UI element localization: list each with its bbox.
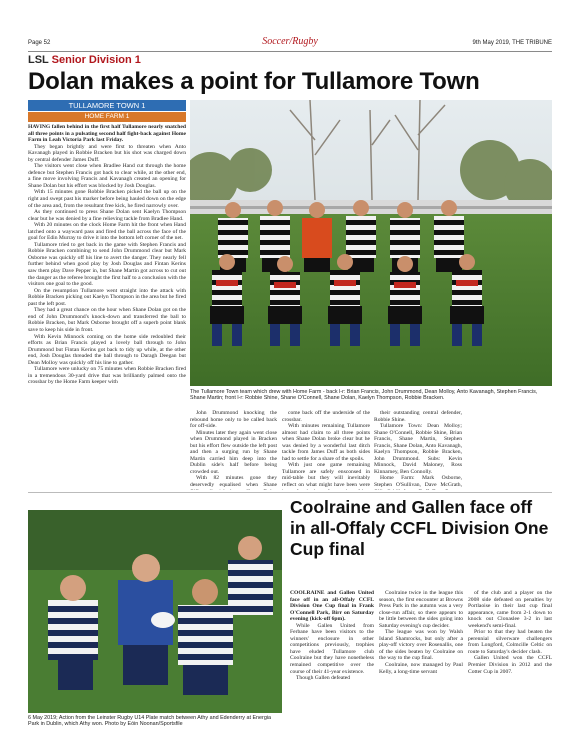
paragraph: With 15 minutes gone Robbie Bracken picked the ball up on the right and swept past his marker before being hauled down on the edge of the area and, from the resultant free kick, he fired narrowly over. (28, 189, 186, 209)
paragraph: Coolraine twice in the league this season, the first encounter at Browns Press Park in the autumn was a very close-run affair, so there appears to be little between the sides going into Saturday evening's cup decider. (379, 590, 463, 629)
paragraph: They had a great chance on the hour when Shane Dolan got on the end of John Drummond's knock-down and transferred the ball to Robbie Bracken, but Mark Osborne brought off a superb point blank save to keep his side in front. (28, 307, 186, 333)
main-headline: Dolan makes a point for Tullamore Town (28, 68, 480, 95)
article2-column-3 (468, 590, 552, 730)
paragraph: As they continued to press Shane Dolan sent Kaelyn Thompson clear but he was denied by a fine relieving tackle from Bradlee Hand. (28, 209, 186, 222)
article2-headline: Coolraine and Gallen face off in all-Offaly CCFL Division One Cup final (290, 497, 549, 559)
paragraph: With just one game remaining Tullamore are safely ensconsed in mid-table but they will inevitably reflect on what might have been were (282, 462, 370, 489)
paragraph: Home Farm: Mark Osborne, Stephen O'Sullivan, Dave McGrath, (374, 475, 462, 489)
team-photo (190, 100, 552, 386)
paragraph: Prior to that they had beaten the perennial silverware challengers from Longford, Colmcille Celtic on route to Saturday's decider clash. (468, 629, 552, 655)
paragraph: John Drummond knocking the rebound home only to be called back for off-side. (190, 410, 277, 430)
paragraph: On the resumption Tullamore went straight into the attack with Robbie Bracken picking out Kaelyn Thompson in the area but he fired past the left post. (28, 287, 186, 307)
paragraph: HAVING fallen behind in the first half Tullamore nearly snatched all three points in a pulsating second half fight-back against Home Farm in Leah Victoria Park last Friday. (28, 124, 186, 144)
paragraph: Minutes later they again went close when Drummond played in Bracken but his effort flew outside the left post and then a surging run by Shane Martin carried him deep into the Dublin side's half before being crowded out. (190, 429, 277, 475)
paragraph: Coolraine, now managed by Paul Kelly, a long-time servant (379, 662, 463, 675)
paragraph: COOLRAINE and Gallen United face off in an all-Offaly CCFL Division One Cup final in Frank O'Connell Park, Birr on Saturday evening (kick-off 6pm). (290, 590, 374, 623)
paragraph: With 20 minutes on the clock Home Farm hit the front when Hand latched onto a wayward pass and fired the ball across the face of the goal for Edin Murray to drive it into the bottom left corner of the net. (28, 222, 186, 242)
paragraph: They began brightly and were first to threaten when Anto Kavanagh played in Robbie Bracken but his shot was charged down by central defender James Duff. (28, 143, 186, 163)
paragraph: Gallen United won the CCFL Premier Division in 2012 and the Cotter Cup in 2007. (468, 655, 552, 675)
paragraph: With Kevin Minnock coming on the home side redoubled their efforts as Brian Francis played a lovely ball through to John Drummond but Fintan Kerins got back to tidy up while, at the other end, Josh Douglas threaded the ball through to Daragh Deegan but Dean Molloy was quickly off his line to gather. (28, 333, 186, 366)
league-kicker (28, 54, 141, 66)
league-name: LSL (28, 54, 49, 66)
paragraph: Tullamore tried to get back in the game with Stephen Francis and Robbie Bracken combining to send John Drummond clear but Mark Osborne was quickly off his line to avert the danger. They nearly fell further behind when good play by Josh Douglas and Fintan Kerins saw them play Dave Pepper in, but Shane Martin got across to cut out the danger as the referee brought the first half to a conclusion with the visitors one goal to the good. (28, 241, 186, 288)
article1-column-4 (374, 410, 462, 490)
paragraph: Tullamore Town: Dean Molloy; Shane O'Connell, Robbie Shine, Brian Francis, Shane Martin, Stephen Francis, Shane Dolan, Anto Kavanagh, Kaelyn Thompson, Robbie Bracken, John Drummond. Subs: Kevin Minnock, David Maloney, Ross Kinnarney, Ben Connolly. (374, 423, 462, 475)
rugby-photo-caption: 6 May 2019; Action from the Leinster Rugby U14 Plate match between Athy and Edenderry at Energia Park in Dublin, which Athy won. Photo by Eóin Noonan/Sportsfile (28, 715, 272, 728)
issue-date: 9th May 2019, THE TRIBUNE (472, 40, 552, 46)
article2-column-2 (379, 590, 463, 730)
paragraph: The league was won by Walsh Island Shamrocks, but only after a play-off victory over Rosenallis, one of the sides beaten by Coolraine on the way to the cup final. (379, 629, 463, 662)
paragraph: While Gallen United from Ferbane have been visitors to the winners' enclosure in other competitions previously, trophies have eluded Tullamore club Coolraine but they have nonetheless remained competitive over the course of their 41-year existence. (290, 622, 374, 675)
paragraph: With minutes remaining Tullamore almost had claim to all three points when Shane Dolan broke clear but he was denied by a wonderful last ditch tackle from James Duff as both sides had to settle for a share of the spoils. (282, 423, 370, 462)
article1-column-1 (28, 124, 186, 489)
match-home-tag: TULLAMORE TOWN 1 (28, 100, 186, 111)
team-photo-caption: The Tullamore Town team which drew with Home Farm - back l-r: Brian Francis, John Drummond, Dean Molloy, Anto Kavanagh, Stephen Francis, Shane Martin; front l-r: Robbie Shine, Shane O'Connell, Shane Dolan, Kaelyn Thompson, Robbie Bracken. (190, 389, 538, 402)
header-rule (28, 51, 552, 52)
article1-column-2 (190, 410, 277, 490)
article1-column-3 (282, 410, 370, 490)
page-number: Page 52 (28, 40, 51, 46)
paragraph: The visitors went close when Bradlee Hand cut through the home defence but Stephen Francis got back to clear while, at the other end, a fine move involving Francis and Kavanagh created an opening for Shane Dolan but his effort was blocked by Josh Douglas. (28, 163, 186, 189)
paragraph: With 82 minutes gone they deservedly equalised when Shane (190, 475, 277, 489)
section-divider (28, 492, 552, 493)
article2-column-1 (290, 590, 374, 730)
division-name: Senior Division 1 (51, 54, 141, 66)
rugby-photo (28, 510, 282, 713)
paragraph: come back off the underside of the crossbar. (282, 410, 370, 423)
paragraph: Tullamore were unlucky on 75 minutes when Robbie Bracken fired in a tremendous 30-yard drive that was brilliantly palmed onto the crossbar by the Home Farm keeper with (28, 366, 186, 386)
paragraph: their outstanding central defender, Robbie Shine. (374, 410, 462, 423)
paragraph: of the club and a player on the 2008 side defeated on penalties by Portlaoise in their last cup final appearance, came from 2-1 down to knock out Clonaslee 3-2 in last weekend's semi-final. (468, 590, 552, 629)
paragraph: Though Gallen defeated (296, 675, 351, 682)
match-away-tag: HOME FARM 1 (28, 112, 186, 122)
section-title: Soccer/Rugby (262, 36, 318, 47)
